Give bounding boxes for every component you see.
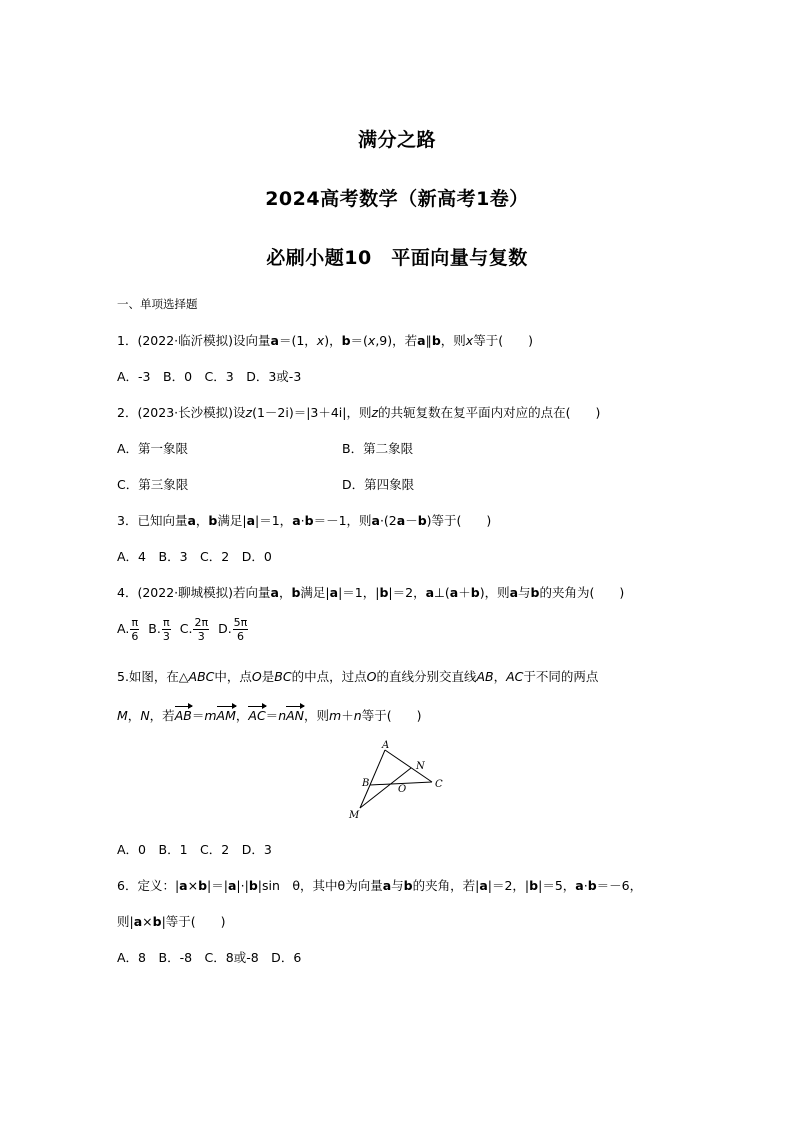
q6-vector-a: a bbox=[382, 878, 392, 893]
fraction-numerator: π bbox=[163, 616, 170, 629]
q5-text: 的中点，过点 bbox=[291, 669, 367, 684]
title-exam: 2024高考数学（新高考1卷） bbox=[265, 188, 529, 210]
q5-text: 中，点 bbox=[214, 669, 252, 684]
q5-line-ab: AB bbox=[476, 669, 494, 684]
title-topic: 必刷小题10 平面向量与复数 bbox=[266, 247, 528, 269]
q5-text: ＝ bbox=[191, 708, 205, 723]
fraction-denominator: 3 bbox=[197, 630, 205, 643]
question-6-stem-line-1 bbox=[117, 876, 642, 894]
q2-text: 2．(2023·长沙模拟)设 bbox=[117, 405, 246, 420]
q6-text: × bbox=[187, 878, 199, 893]
q3-text: )等于( ) bbox=[426, 513, 492, 528]
label-c: C bbox=[435, 779, 443, 790]
q3-text: · bbox=[300, 513, 305, 528]
q1-vector-b: b bbox=[341, 333, 351, 348]
q4-vector-b: b bbox=[379, 585, 389, 600]
q5-text: ，则 bbox=[304, 708, 330, 723]
q5-vector-an: AN bbox=[286, 708, 305, 723]
question-2-stem bbox=[117, 403, 600, 421]
q6-text: 与 bbox=[391, 878, 404, 893]
q5-text: ＝ bbox=[265, 708, 279, 723]
question-6-options: A．8 B．-8 C．8或-8 D．6 bbox=[117, 950, 302, 965]
q6-vector-b: b bbox=[152, 914, 162, 929]
q3-text: － bbox=[405, 513, 418, 528]
q6-text: |＝5， bbox=[538, 878, 576, 893]
q4-option-c-fraction bbox=[193, 616, 209, 643]
q1-text: 1．(2022·临沂模拟)设向量 bbox=[117, 333, 271, 348]
q4-vector-b: b bbox=[291, 585, 301, 600]
q2-text: (1－2i)＝|3＋4i|，则 bbox=[252, 405, 372, 420]
q4-text: |＝2， bbox=[388, 585, 426, 600]
question-2-option-a: A．第一象限 bbox=[117, 441, 189, 456]
q3-vector-a: a bbox=[371, 513, 380, 528]
q6-text: |·| bbox=[236, 878, 249, 893]
question-3-stem bbox=[117, 511, 491, 529]
q2-text: 的共轭复数在复平面内对应的点在( ) bbox=[378, 405, 601, 420]
q6-vector-a: a bbox=[575, 878, 584, 893]
question-5-stem-line-2 bbox=[117, 706, 421, 724]
q4-vector-b: b bbox=[470, 585, 480, 600]
q4-vector-b: b bbox=[530, 585, 540, 600]
question-1-stem bbox=[117, 331, 533, 349]
question-6-stem-line-2 bbox=[117, 912, 226, 930]
q4-option-b-fraction bbox=[162, 616, 171, 643]
q5-line-ac: AC bbox=[506, 669, 524, 684]
q5-text: 等于( ) bbox=[361, 708, 422, 723]
q3-vector-a: a bbox=[396, 513, 406, 528]
q2-var-z: z bbox=[245, 405, 253, 420]
q5-text: ＋ bbox=[341, 708, 354, 723]
q1-text: 等于( ) bbox=[473, 333, 533, 348]
question-2-option-b: B．第二象限 bbox=[342, 441, 414, 456]
q4-option-d-label: D. bbox=[218, 621, 232, 636]
question-1-options: A．-3 B．0 C．3 D．3或-3 bbox=[117, 369, 302, 384]
q5-point-o: O bbox=[251, 669, 262, 684]
fraction-numerator: 2π bbox=[194, 616, 209, 629]
fraction-denominator: 3 bbox=[162, 630, 170, 643]
q5-text: 的直线分别交直线 bbox=[376, 669, 477, 684]
q6-text: × bbox=[142, 914, 153, 929]
q5-vector-am: AM bbox=[216, 708, 236, 723]
q1-text: ＝( bbox=[350, 333, 368, 348]
q6-text: |sin θ，其中θ为向量 bbox=[257, 878, 383, 893]
q4-option-d-fraction bbox=[233, 616, 249, 643]
q4-vector-a: a bbox=[509, 585, 519, 600]
q4-vector-a: a bbox=[425, 585, 435, 600]
q3-vector-a: a bbox=[292, 513, 301, 528]
question-5-stem-line-1 bbox=[117, 667, 598, 685]
q1-var-x: x bbox=[465, 333, 474, 348]
q5-var-m: m bbox=[329, 708, 342, 723]
fraction-denominator: 6 bbox=[236, 630, 244, 643]
q5-text: ， bbox=[235, 708, 249, 723]
q3-vector-a: a bbox=[187, 513, 196, 528]
q2-var-z: z bbox=[371, 405, 379, 420]
q3-text: |＝1， bbox=[255, 513, 293, 528]
question-5-options: A．0 B．1 C．2 D．3 bbox=[117, 842, 272, 857]
q6-text: ＝－6， bbox=[596, 878, 643, 893]
q6-vector-a: a bbox=[479, 878, 488, 893]
question-2-option-c: C．第三象限 bbox=[117, 477, 189, 492]
q6-vector-a: a bbox=[133, 914, 143, 929]
label-n: N bbox=[416, 761, 425, 772]
q4-vector-a: a bbox=[449, 585, 459, 600]
q4-text: ， bbox=[278, 585, 292, 600]
q4-option-a-label: A. bbox=[117, 621, 130, 636]
q5-text: ， bbox=[127, 708, 141, 723]
q6-vector-b: b bbox=[587, 878, 597, 893]
q6-vector-b: b bbox=[198, 878, 208, 893]
q6-vector-a: a bbox=[227, 878, 237, 893]
q4-text: 4．(2022·聊城模拟)若向量 bbox=[117, 585, 271, 600]
q5-text: ， bbox=[493, 669, 507, 684]
q4-option-b-label: B. bbox=[148, 621, 161, 636]
label-m: M bbox=[349, 810, 360, 821]
q5-vector-ab: AB bbox=[174, 708, 192, 723]
q5-point-n: N bbox=[140, 708, 150, 723]
q5-text: 是 bbox=[261, 669, 275, 684]
q5-segment-bc: BC bbox=[274, 669, 292, 684]
q6-vector-b: b bbox=[529, 878, 539, 893]
q6-vector-b: b bbox=[248, 878, 258, 893]
q5-triangle-figure bbox=[340, 735, 460, 825]
q1-text: ∥ bbox=[425, 333, 432, 348]
q6-text: |＝2，| bbox=[487, 878, 530, 893]
q1-text: )， bbox=[324, 333, 342, 348]
q4-text: ＋ bbox=[458, 585, 471, 600]
title-series: 满分之路 bbox=[357, 129, 436, 151]
q1-var-x: x bbox=[367, 333, 376, 348]
q1-text: ，则 bbox=[440, 333, 466, 348]
label-a: A bbox=[382, 740, 390, 751]
q4-vector-a: a bbox=[329, 585, 339, 600]
q4-text: ⊥( bbox=[434, 585, 450, 600]
q5-triangle-abc: ABC bbox=[188, 669, 215, 684]
fraction-denominator: 6 bbox=[131, 630, 139, 643]
question-2-option-d: D．第四象限 bbox=[342, 477, 415, 492]
q4-text: )，则 bbox=[479, 585, 510, 600]
q1-vector-b: b bbox=[431, 333, 441, 348]
question-4-stem bbox=[117, 583, 624, 601]
q1-var-x: x bbox=[316, 333, 325, 348]
q5-text: 于不同的两点 bbox=[523, 669, 599, 684]
q5-point-m: M bbox=[117, 708, 128, 723]
q5-var-m: m bbox=[204, 708, 217, 723]
q4-text: 满足| bbox=[300, 585, 330, 600]
q6-text: · bbox=[583, 878, 588, 893]
q5-var-n: n bbox=[278, 708, 287, 723]
q4-vector-a: a bbox=[270, 585, 279, 600]
label-b: B bbox=[362, 778, 370, 789]
q3-vector-b: b bbox=[208, 513, 218, 528]
q5-text: 5.如图，在△ bbox=[117, 669, 189, 684]
question-3-options: A．4 B．3 C．2 D．0 bbox=[117, 549, 272, 564]
q1-text: ,9)，若 bbox=[375, 333, 418, 348]
q3-text: 满足| bbox=[217, 513, 247, 528]
q5-var-n: n bbox=[353, 708, 362, 723]
section-heading: 一、单项选择题 bbox=[117, 297, 198, 311]
q6-text: |等于( ) bbox=[161, 914, 226, 929]
q3-text: 3．已知向量 bbox=[117, 513, 188, 528]
q1-vector-a: a bbox=[270, 333, 279, 348]
label-o: O bbox=[398, 784, 407, 795]
q4-text: |＝1，| bbox=[338, 585, 380, 600]
q1-vector-a: a bbox=[417, 333, 426, 348]
q6-vector-a: a bbox=[179, 878, 188, 893]
segment-ab bbox=[370, 750, 385, 785]
q6-vector-b: b bbox=[403, 878, 413, 893]
q3-text: ·(2 bbox=[379, 513, 397, 528]
q4-option-a-fraction bbox=[130, 616, 139, 643]
q3-vector-b: b bbox=[304, 513, 314, 528]
q6-text: 6．定义：| bbox=[117, 878, 180, 893]
q4-text: 与 bbox=[518, 585, 531, 600]
question-4-options bbox=[117, 616, 249, 643]
fraction-numerator: 5π bbox=[233, 616, 248, 629]
q4-option-c-label: C. bbox=[179, 621, 193, 636]
segment-ac bbox=[385, 750, 432, 782]
fraction-numerator: π bbox=[131, 616, 139, 629]
q3-vector-b: b bbox=[417, 513, 427, 528]
q5-vector-ac: AC bbox=[248, 708, 266, 723]
q5-text: ，若 bbox=[149, 708, 175, 723]
q3-text: ＝－1，则 bbox=[313, 513, 372, 528]
q6-text: 的夹角，若| bbox=[412, 878, 480, 893]
q6-text: |＝| bbox=[207, 878, 228, 893]
q1-text: ＝(1， bbox=[278, 333, 317, 348]
q4-text: 的夹角为( ) bbox=[539, 585, 625, 600]
q3-text: ， bbox=[195, 513, 209, 528]
q3-vector-a: a bbox=[246, 513, 256, 528]
q6-text: 则| bbox=[117, 914, 134, 929]
q5-point-o: O bbox=[366, 669, 377, 684]
